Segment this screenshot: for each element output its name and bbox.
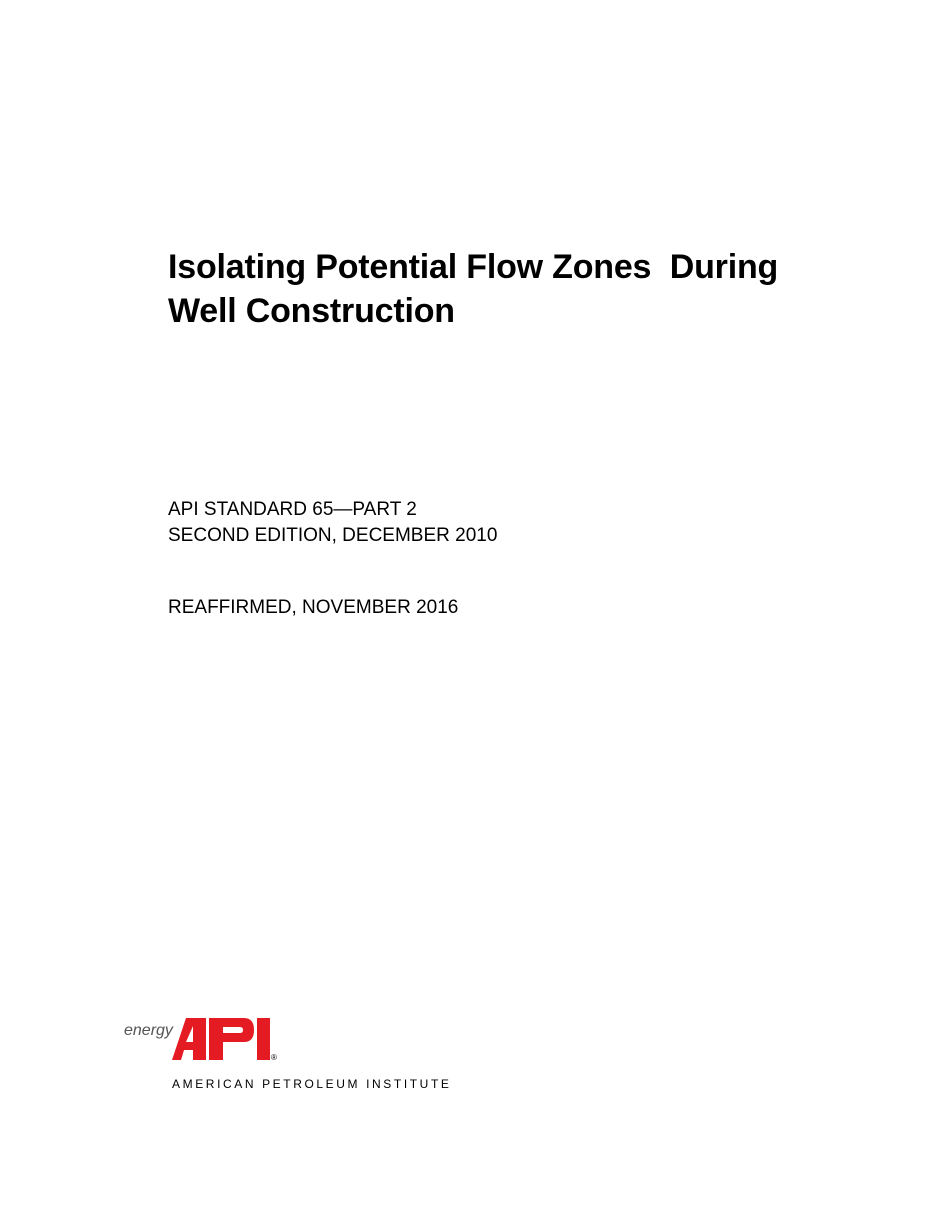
standard-number: API STANDARD 65—PART 2 (168, 499, 417, 520)
reaffirmed-date: REAFFIRMED, NOVEMBER 2016 (168, 597, 459, 618)
api-mark-icon (172, 1018, 270, 1060)
document-title (168, 245, 888, 333)
registered-mark: ® (271, 1053, 277, 1062)
logo-tagline: energy (124, 1022, 173, 1039)
edition-date: SECOND EDITION, DECEMBER 2010 (168, 525, 498, 546)
title-line-1: Isolating Potential Flow Zones During (168, 248, 779, 286)
standard-info (168, 497, 497, 549)
organization-name: AMERICAN PETROLEUM INSTITUTE (172, 1077, 452, 1091)
title-line-2: Well Construction (168, 292, 455, 330)
